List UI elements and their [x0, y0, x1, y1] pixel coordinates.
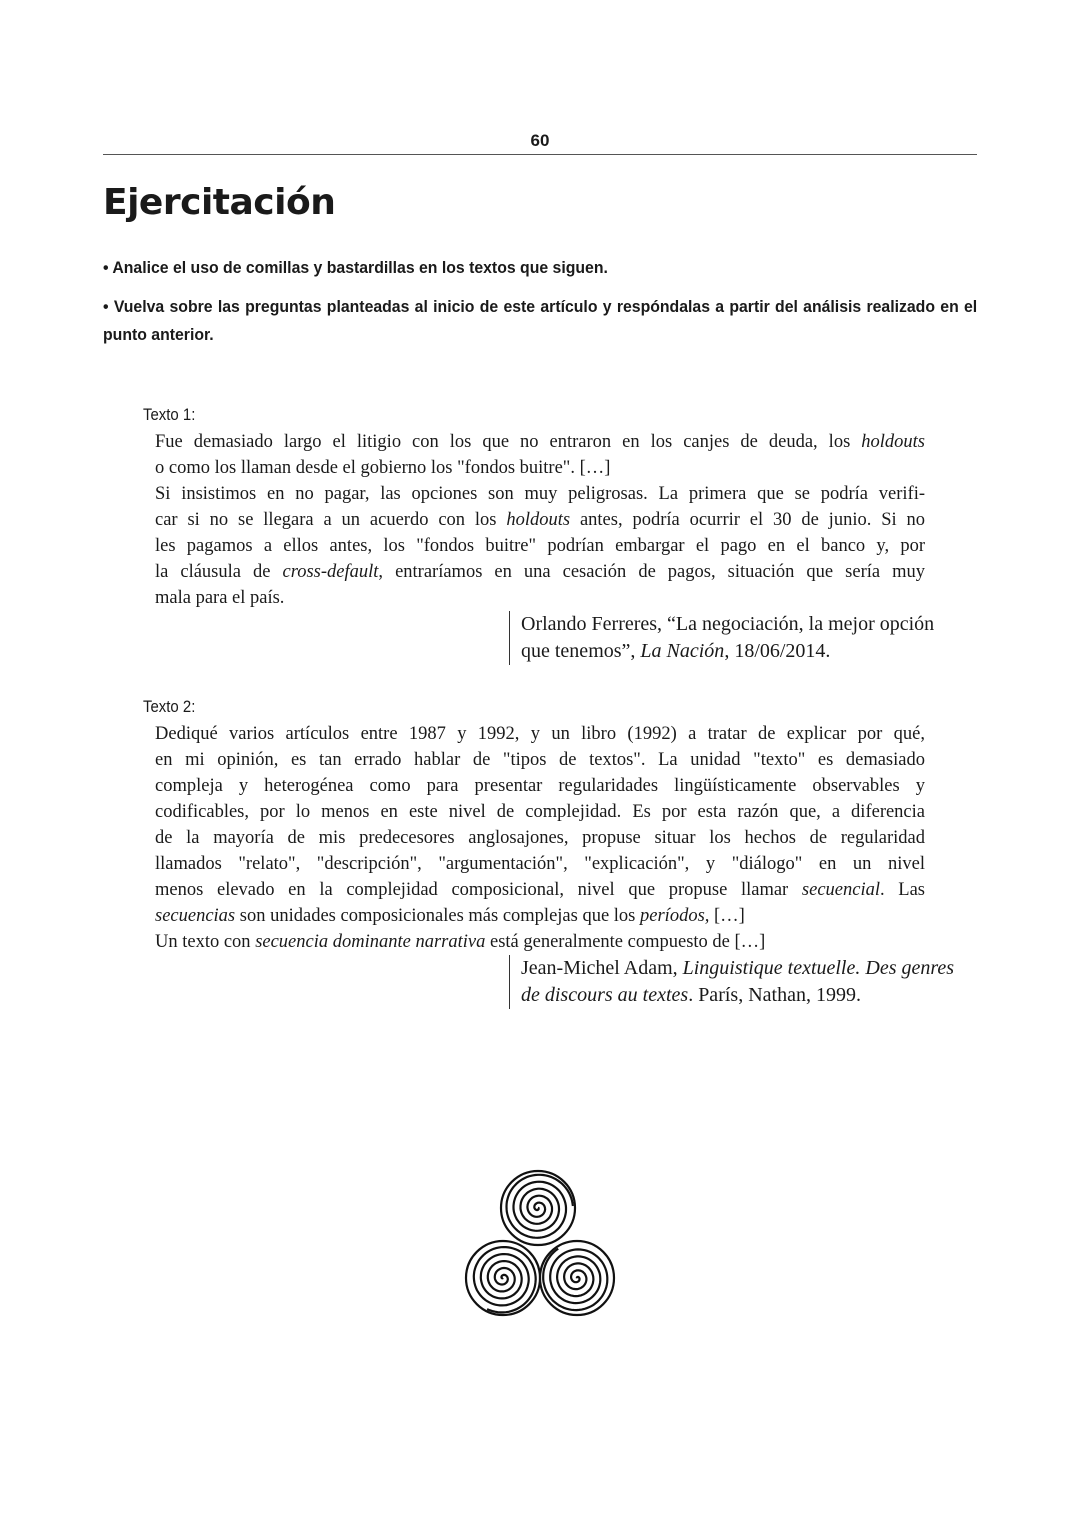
text-segment: mala para el país.	[155, 588, 285, 608]
italic-segment: períodos,	[640, 906, 710, 926]
page-number: 60	[530, 131, 550, 150]
text-segment: que tenemos”,	[521, 640, 641, 662]
italic-segment: de discours au textes	[521, 984, 689, 1006]
text-line	[155, 507, 925, 533]
text-segment: son unidades composicionales más complejas que los	[235, 906, 641, 926]
text-line	[155, 585, 925, 611]
text-segment: llamados "relato", "descripción", "argumentación", "explicación", y "diálogo" en un nivel	[155, 854, 925, 874]
text-line	[155, 799, 925, 825]
spiral	[543, 1249, 607, 1311]
header-rule	[103, 154, 977, 155]
text-segment: compleja y heterogénea como para presentar regularidades lingüísticamente observables y	[155, 776, 925, 796]
text-line	[155, 721, 925, 747]
text-segment: Jean-Michel Adam,	[521, 957, 683, 979]
instruction-2: • Vuelva sobre las preguntas planteadas al inicio de este artículo y respóndalas a partir del análisis realizado en el punto anterior.	[103, 297, 978, 344]
text-line	[155, 825, 925, 851]
text-segment: o como los llaman desde el gobierno los "fondos buitre". […]	[155, 458, 611, 478]
text-line	[155, 747, 925, 773]
text-1-label: Texto 1:	[143, 405, 196, 424]
italic-segment: secuencial	[801, 880, 880, 900]
italic-segment: cross-default	[282, 562, 379, 582]
triskelion-spiral-icon	[455, 1160, 625, 1330]
text-1-citation	[509, 611, 934, 665]
text-line	[521, 638, 934, 665]
text-segment: Si insistimos en no pagar, las opciones son muy peligrosas. La primera que se podría verifi-	[155, 484, 925, 504]
text-segment: antes, podría ocurrir el 30 de junio. Si no	[570, 510, 925, 530]
text-line	[155, 903, 925, 929]
text-segment: codificables, por lo menos en este nivel de complejidad. Es por esta razón que, a diferencia	[155, 802, 925, 822]
text-segment: Fue demasiado largo el litigio con los que no entraron en los canjes de deuda, los	[155, 432, 862, 452]
text-segment: . Las	[879, 880, 925, 900]
text-segment: Orlando Ferreres, “La negociación, la mejor opción	[521, 613, 935, 635]
text-segment: menos elevado en la complejidad composicional, nivel que propuse llamar	[155, 880, 802, 900]
text-segment: está generalmente compuesto de […]	[485, 932, 766, 952]
spiral	[474, 1247, 536, 1312]
text-line	[155, 533, 925, 559]
text-2-body	[155, 721, 925, 955]
italic-segment: Linguistique textuelle. Des genres	[682, 957, 955, 979]
text-segment: , 18/06/2014.	[724, 640, 831, 662]
italic-segment: La Nación	[640, 640, 725, 662]
text-line	[155, 851, 925, 877]
text-segment: de la mayoría de mis predecesores anglosajones, propuse situar los hechos de regularidad	[155, 828, 925, 848]
text-segment: car si no se llegara a un acuerdo con los	[155, 510, 507, 530]
text-1-body	[155, 429, 925, 611]
text-segment: Dediqué varios artículos entre 1987 y 1992, y un libro (1992) a tratar de explicar por qué,	[155, 724, 925, 744]
text-line	[155, 429, 925, 455]
italic-segment: secuencia dominante narrativa	[255, 932, 486, 952]
text-line	[155, 455, 925, 481]
text-segment: […]	[709, 906, 745, 926]
italic-segment: secuencias	[155, 906, 236, 926]
italic-segment: holdouts	[506, 510, 571, 530]
italic-segment: holdouts	[861, 432, 925, 452]
text-line	[155, 481, 925, 507]
text-line	[521, 982, 954, 1009]
text-2-label: Texto 2:	[143, 697, 196, 716]
text-segment: Un texto con	[155, 932, 256, 952]
text-line	[521, 611, 934, 638]
section-heading: Ejercitación	[103, 182, 336, 223]
text-segment: . París, Nathan, 1999.	[688, 984, 861, 1006]
text-line	[155, 773, 925, 799]
text-line	[521, 955, 954, 982]
instruction-1: • Analice el uso de comillas y bastardillas en los textos que siguen.	[103, 258, 608, 277]
text-2-citation	[509, 955, 954, 1009]
text-segment: les pagamos a ellos antes, los "fondos buitre" podrían embargar el pago en el banco y, por	[155, 536, 925, 556]
text-segment: , entraríamos en una cesación de pagos, situación que sería muy	[378, 562, 925, 582]
text-line	[155, 559, 925, 585]
text-segment: la cláusula de	[155, 562, 283, 582]
text-segment: en mi opinión, es tan errado hablar de "tipos de textos". La unidad "texto" es demasiado	[155, 750, 925, 770]
text-line	[155, 877, 925, 903]
spiral	[507, 1175, 573, 1238]
text-line	[155, 929, 925, 955]
